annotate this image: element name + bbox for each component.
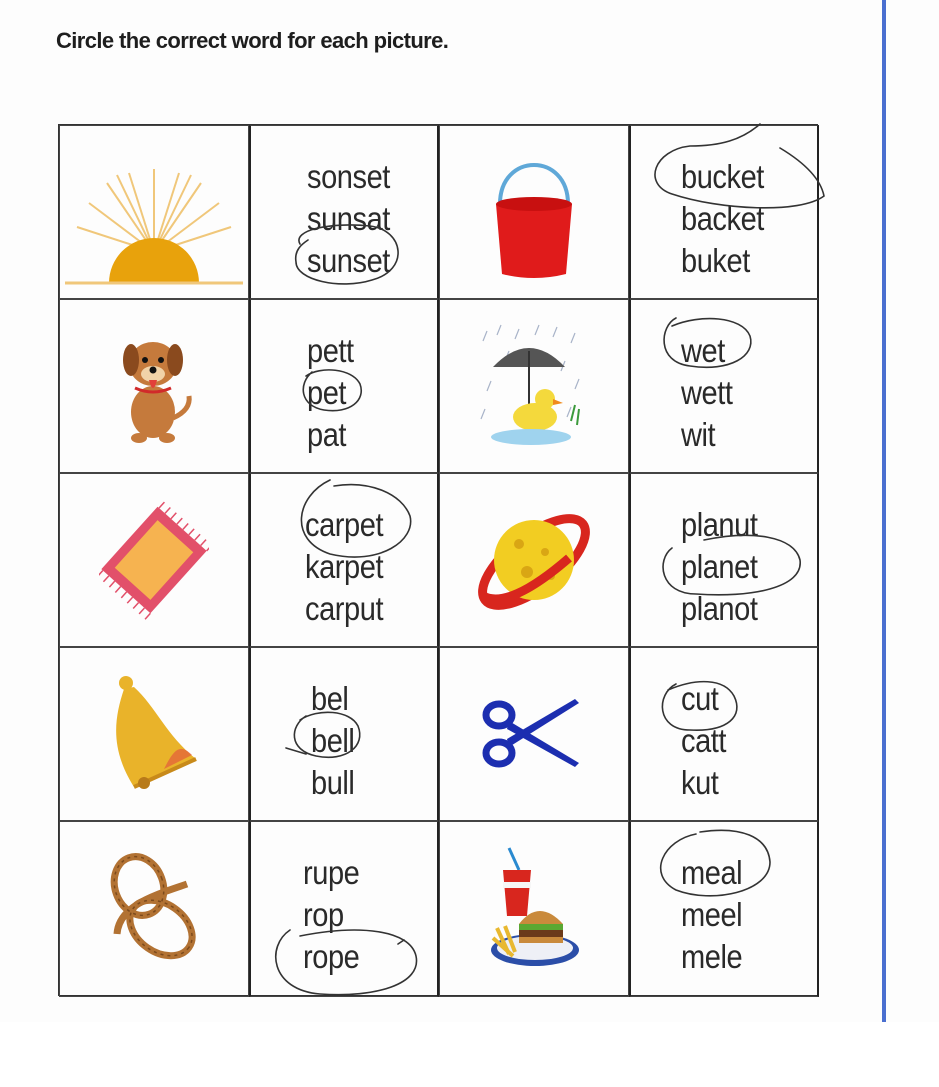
word-options <box>681 156 775 282</box>
word-option[interactable]: sunsat <box>307 200 390 237</box>
picture-cell-rope <box>59 821 249 997</box>
word-cell-meal <box>629 821 819 997</box>
word-option[interactable]: pat <box>307 416 347 453</box>
word-option[interactable]: meal <box>681 854 743 891</box>
page-bottom-margin <box>0 1022 939 1087</box>
dog-icon <box>109 326 199 446</box>
word-options <box>311 678 360 804</box>
picture-cell-scissors <box>439 647 629 821</box>
word-cell-planet <box>629 473 819 647</box>
word-option[interactable]: wit <box>681 416 716 453</box>
bucket-icon <box>474 142 594 282</box>
planet-icon <box>469 500 599 620</box>
word-option[interactable]: rope <box>303 938 360 975</box>
word-option[interactable]: mele <box>681 938 743 975</box>
picture-cell-bucket <box>439 125 629 299</box>
word-option[interactable]: wett <box>681 374 733 411</box>
worksheet-grid <box>58 124 818 996</box>
bell-icon <box>104 669 204 799</box>
word-options <box>681 330 740 456</box>
word-cell-carpet <box>249 473 439 647</box>
word-cell-dog <box>249 299 439 473</box>
word-option[interactable]: planet <box>681 548 758 585</box>
instruction-heading: Circle the correct word for each picture. <box>56 28 449 53</box>
word-cell-bell <box>249 647 439 821</box>
word-option[interactable]: bell <box>311 722 355 759</box>
word-option[interactable]: cut <box>681 680 719 717</box>
meal-icon <box>479 844 589 974</box>
carpet-icon <box>99 500 209 620</box>
picture-cell-carpet <box>59 473 249 647</box>
word-cell-wet <box>629 299 819 473</box>
word-option[interactable]: pet <box>307 374 347 411</box>
word-options <box>681 504 768 630</box>
word-option[interactable]: pett <box>307 332 354 369</box>
word-option[interactable]: bel <box>311 680 349 717</box>
word-option[interactable]: bucket <box>681 158 764 195</box>
word-option[interactable]: sunset <box>307 242 390 279</box>
word-cell-rope <box>249 821 439 997</box>
picture-cell-meal <box>439 821 629 997</box>
picture-cell-sun <box>59 125 249 299</box>
picture-cell-bell <box>59 647 249 821</box>
word-option[interactable]: kut <box>681 764 719 801</box>
rope-icon <box>99 844 209 974</box>
word-option[interactable]: planot <box>681 590 758 627</box>
word-options <box>307 330 360 456</box>
scissors-icon <box>479 689 589 779</box>
word-cell-sun <box>249 125 439 299</box>
word-option[interactable]: wet <box>681 332 725 369</box>
word-option[interactable]: planut <box>681 506 758 543</box>
word-option[interactable]: catt <box>681 722 727 759</box>
picture-cell-dog <box>59 299 249 473</box>
word-cell-bucket <box>629 125 819 299</box>
word-options <box>303 852 367 978</box>
word-options <box>681 852 751 978</box>
word-option[interactable]: buket <box>681 242 750 279</box>
picture-cell-rain <box>439 299 629 473</box>
picture-cell-planet <box>439 473 629 647</box>
word-options <box>307 156 401 282</box>
sun-icon <box>61 137 247 287</box>
word-option[interactable]: meel <box>681 896 743 933</box>
page-edge-border <box>882 0 886 1022</box>
word-option[interactable]: sonset <box>307 158 390 195</box>
word-option[interactable]: karpet <box>305 548 384 585</box>
word-options <box>305 504 394 630</box>
word-option[interactable]: carput <box>305 590 384 627</box>
word-option[interactable]: rop <box>303 896 344 933</box>
word-option[interactable]: carpet <box>305 506 384 543</box>
word-options <box>681 678 732 804</box>
word-option[interactable]: bull <box>311 764 355 801</box>
word-option[interactable]: rupe <box>303 854 360 891</box>
word-cell-cut <box>629 647 819 821</box>
rain-umbrella-icon <box>479 321 589 451</box>
word-option[interactable]: backet <box>681 200 764 237</box>
